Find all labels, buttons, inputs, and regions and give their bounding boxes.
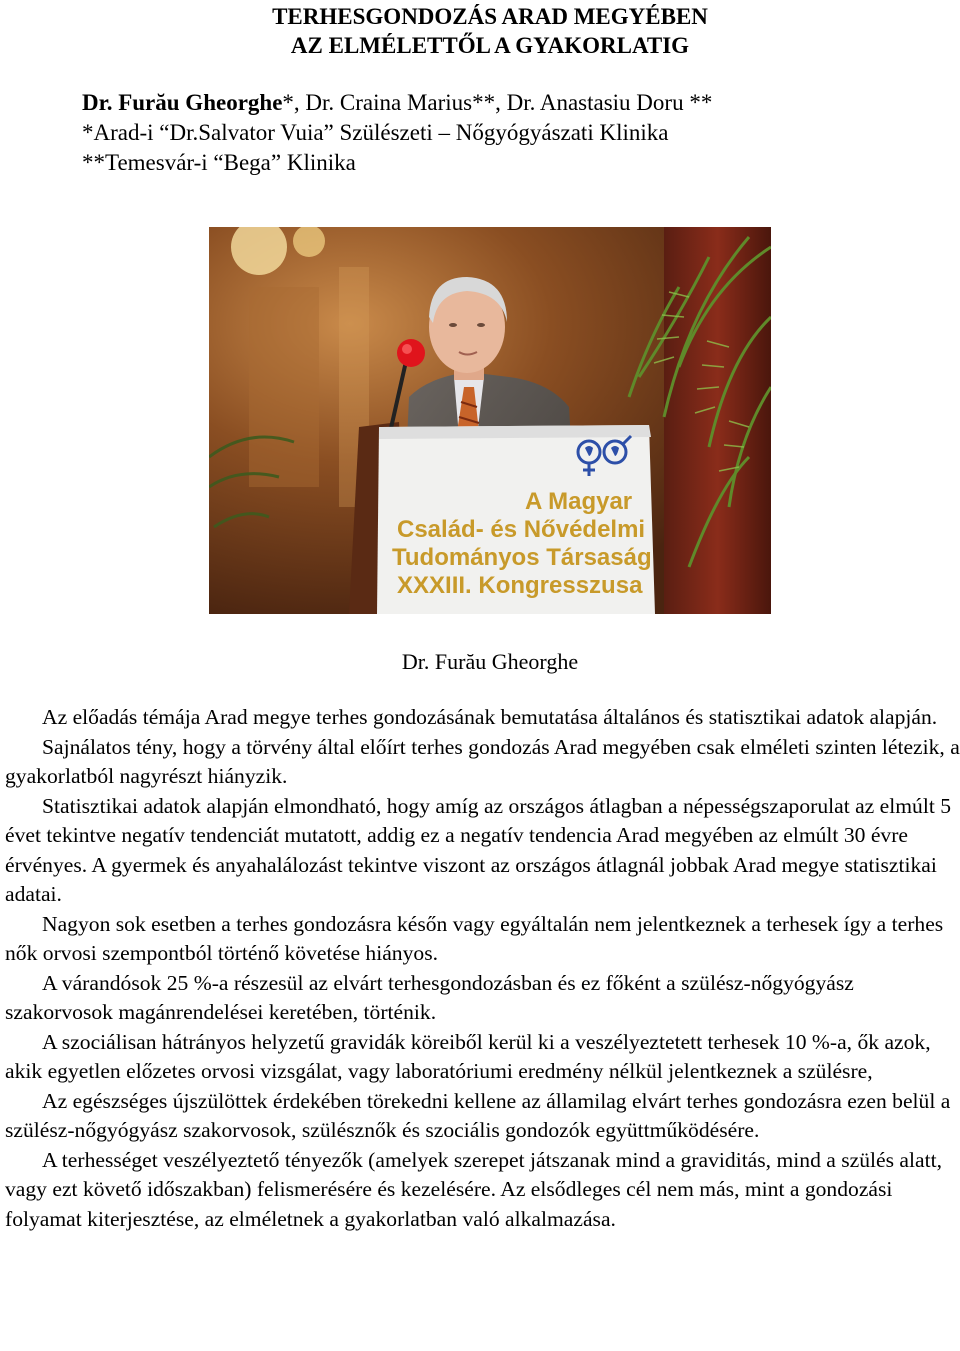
affiliation-2: **Temesvár-i “Bega” Klinika (82, 150, 356, 175)
paragraph: Az előadás témája Arad megye terhes gondozásának bemutatása általános és statisztikai adatok alapján. (42, 705, 938, 729)
photo-caption: Dr. Furău Gheorghe (401, 649, 579, 674)
sign-text-1: A Magyar (525, 488, 633, 515)
title-line-1: TERHESGONDOZÁS ARAD MEGYÉBEN (272, 4, 708, 29)
paragraph: A várandósok 25 %-a részesül az elvárt terhesgondozásban és ez főként a szülész-nőgyógyász szakorvosok magánrendelései keretében, történik. (5, 970, 854, 1024)
paragraph: Sajnálatos tény, hogy a törvény által előírt terhes gondozás Arad megyében csak elméleti szinten létezik, a gyakorlatból nagyrészt hiányzik. (5, 734, 960, 788)
sign-text-4: XXXIII. Kongresszusa (397, 572, 643, 599)
co-authors: *, Dr. Craina Marius**, Dr. Anastasiu Doru ** (282, 90, 713, 115)
speaker-photo (209, 227, 771, 614)
paragraph: A terhességet veszélyeztető tényezők (amelyek szerepet játszanak mind a graviditás, mind a szülés alatt, vagy ezt követő időszakban) felismerésére és kezelésére. Az elsődleges cél nem más, mint a gondozási folyamat kiterjesztése, az elméletnek a gyakorlatban való alkalmazása. (5, 1147, 942, 1231)
paragraph: A szociálisan hátrányos helyzetű gravidák köreiből kerül ki a veszélyeztetett terhesek 10 %-a, ők azok, akik egyetlen előzetes orvosi vizsgálat, vagy laboratóriumi eredmény nélkül jelentkeznek a szülésre, (5, 1029, 931, 1083)
sign-text-2: Család- és Nővédelmi (397, 516, 646, 543)
author-line (82, 88, 712, 118)
lead-author: Dr. Furău Gheorghe (82, 90, 283, 115)
affiliation-1: *Arad-i “Dr.Salvator Vuia” Szülészeti – Nőgyógyászati Klinika (82, 120, 669, 145)
document-title (0, 2, 960, 60)
sign-text-3: Tudományos Társaság (392, 544, 652, 571)
paragraph: Statisztikai adatok alapján elmondható, hogy amíg az országos átlagban a népességszaporulat az elmúlt 5 évet tekintve negatív tendenciát mutatott, addig ez a negatív tendencia Arad megyében az elmúlt 30 évre érvényes. A gyermek és anyahalálozást tekintve viszont az országos átlagnál jobbak Arad megye statisztikai adatai. (5, 793, 952, 906)
paragraph: Nagyon sok esetben a terhes gondozásra későn vagy egyáltalán nem jelentkeznek a terhesek így a terhes nők orvosi szempontból történő követése hiányos. (5, 911, 944, 965)
author-block (82, 88, 712, 178)
title-line-2: AZ ELMÉLETTŐL A GYAKORLATIG (290, 33, 690, 58)
body-text (5, 703, 960, 1234)
paragraph: Az egészséges újszülöttek érdekében törekedni kellene az államilag elvárt terhes gondozásra ezen belül a szülész-nőgyógyász szakorvosok, szülésznők és szociális gondozók együttműködésére. (5, 1088, 951, 1142)
